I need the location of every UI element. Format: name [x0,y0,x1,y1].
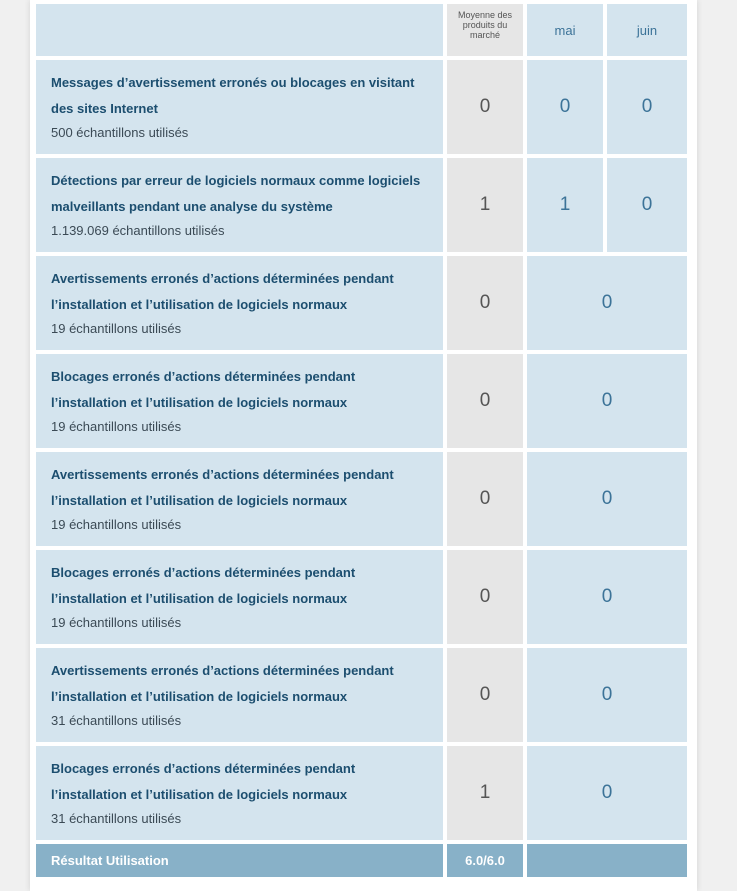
june-value: 0 [607,60,687,154]
period-value: 0 [527,648,687,742]
market-average-value: 1 [447,746,523,840]
table-row [36,452,687,546]
table-header-row [36,4,687,56]
header-month-june: juin [607,4,687,56]
period-value: 0 [527,354,687,448]
table-row [36,746,687,840]
criterion-title: Messages d’avertissement erronés ou blocages en visitant des sites Internet [51,75,415,116]
market-average-value: 0 [447,256,523,350]
criterion-title: Blocages erronés d’actions déterminées pendant l’installation et l’utilisation de logiciels normaux [51,369,356,410]
criterion-cell [36,60,443,154]
criterion-cell [36,452,443,546]
criterion-samples: 19 échantillons utilisés [51,615,182,630]
criterion-cell [36,550,443,644]
criterion-samples: 19 échantillons utilisés [51,419,182,434]
criterion-samples: 31 échantillons utilisés [51,713,182,728]
header-market-average: Moyenne des produits du marché [447,4,523,56]
period-value: 0 [527,746,687,840]
criterion-title: Avertissements erronés d’actions déterminées pendant l’installation et l’utilisation de logiciels normaux [51,663,394,704]
criterion-cell [36,354,443,448]
table-row [36,550,687,644]
table-row [36,354,687,448]
market-average-value: 0 [447,648,523,742]
table-row [36,648,687,742]
criterion-samples: 19 échantillons utilisés [51,517,182,532]
criterion-title: Blocages erronés d’actions déterminées pendant l’installation et l’utilisation de logiciels normaux [51,565,356,606]
results-card [30,0,697,891]
criterion-cell [36,746,443,840]
table-row [36,60,687,154]
june-value: 0 [607,158,687,252]
market-average-value: 0 [447,354,523,448]
criterion-title: Avertissements erronés d’actions déterminées pendant l’installation et l’utilisation de logiciels normaux [51,467,394,508]
criterion-title: Avertissements erronés d’actions déterminées pendant l’installation et l’utilisation de logiciels normaux [51,271,394,312]
criterion-title: Détections par erreur de logiciels normaux comme logiciels malveillants pendant une analyse du système [51,173,421,214]
result-summary-row [36,844,687,877]
table-row [36,256,687,350]
table-row [36,158,687,252]
header-month-may: mai [527,4,603,56]
result-score: 6.0/6.0 [447,844,523,877]
criterion-title: Blocages erronés d’actions déterminées pendant l’installation et l’utilisation de logiciels normaux [51,761,356,802]
criterion-samples: 500 échantillons utilisés [51,125,189,140]
usability-results-table [32,0,691,881]
criterion-samples: 31 échantillons utilisés [51,811,182,826]
period-value: 0 [527,256,687,350]
market-average-value: 1 [447,158,523,252]
header-blank-cell [36,4,443,56]
market-average-value: 0 [447,550,523,644]
period-value: 0 [527,452,687,546]
criterion-cell [36,158,443,252]
market-average-value: 0 [447,60,523,154]
result-filler [527,844,687,877]
period-value: 0 [527,550,687,644]
criterion-samples: 19 échantillons utilisés [51,321,182,336]
may-value: 1 [527,158,603,252]
criterion-samples: 1.139.069 échantillons utilisés [51,223,225,238]
criterion-cell [36,256,443,350]
market-average-value: 0 [447,452,523,546]
result-label: Résultat Utilisation [36,844,443,877]
criterion-cell [36,648,443,742]
may-value: 0 [527,60,603,154]
